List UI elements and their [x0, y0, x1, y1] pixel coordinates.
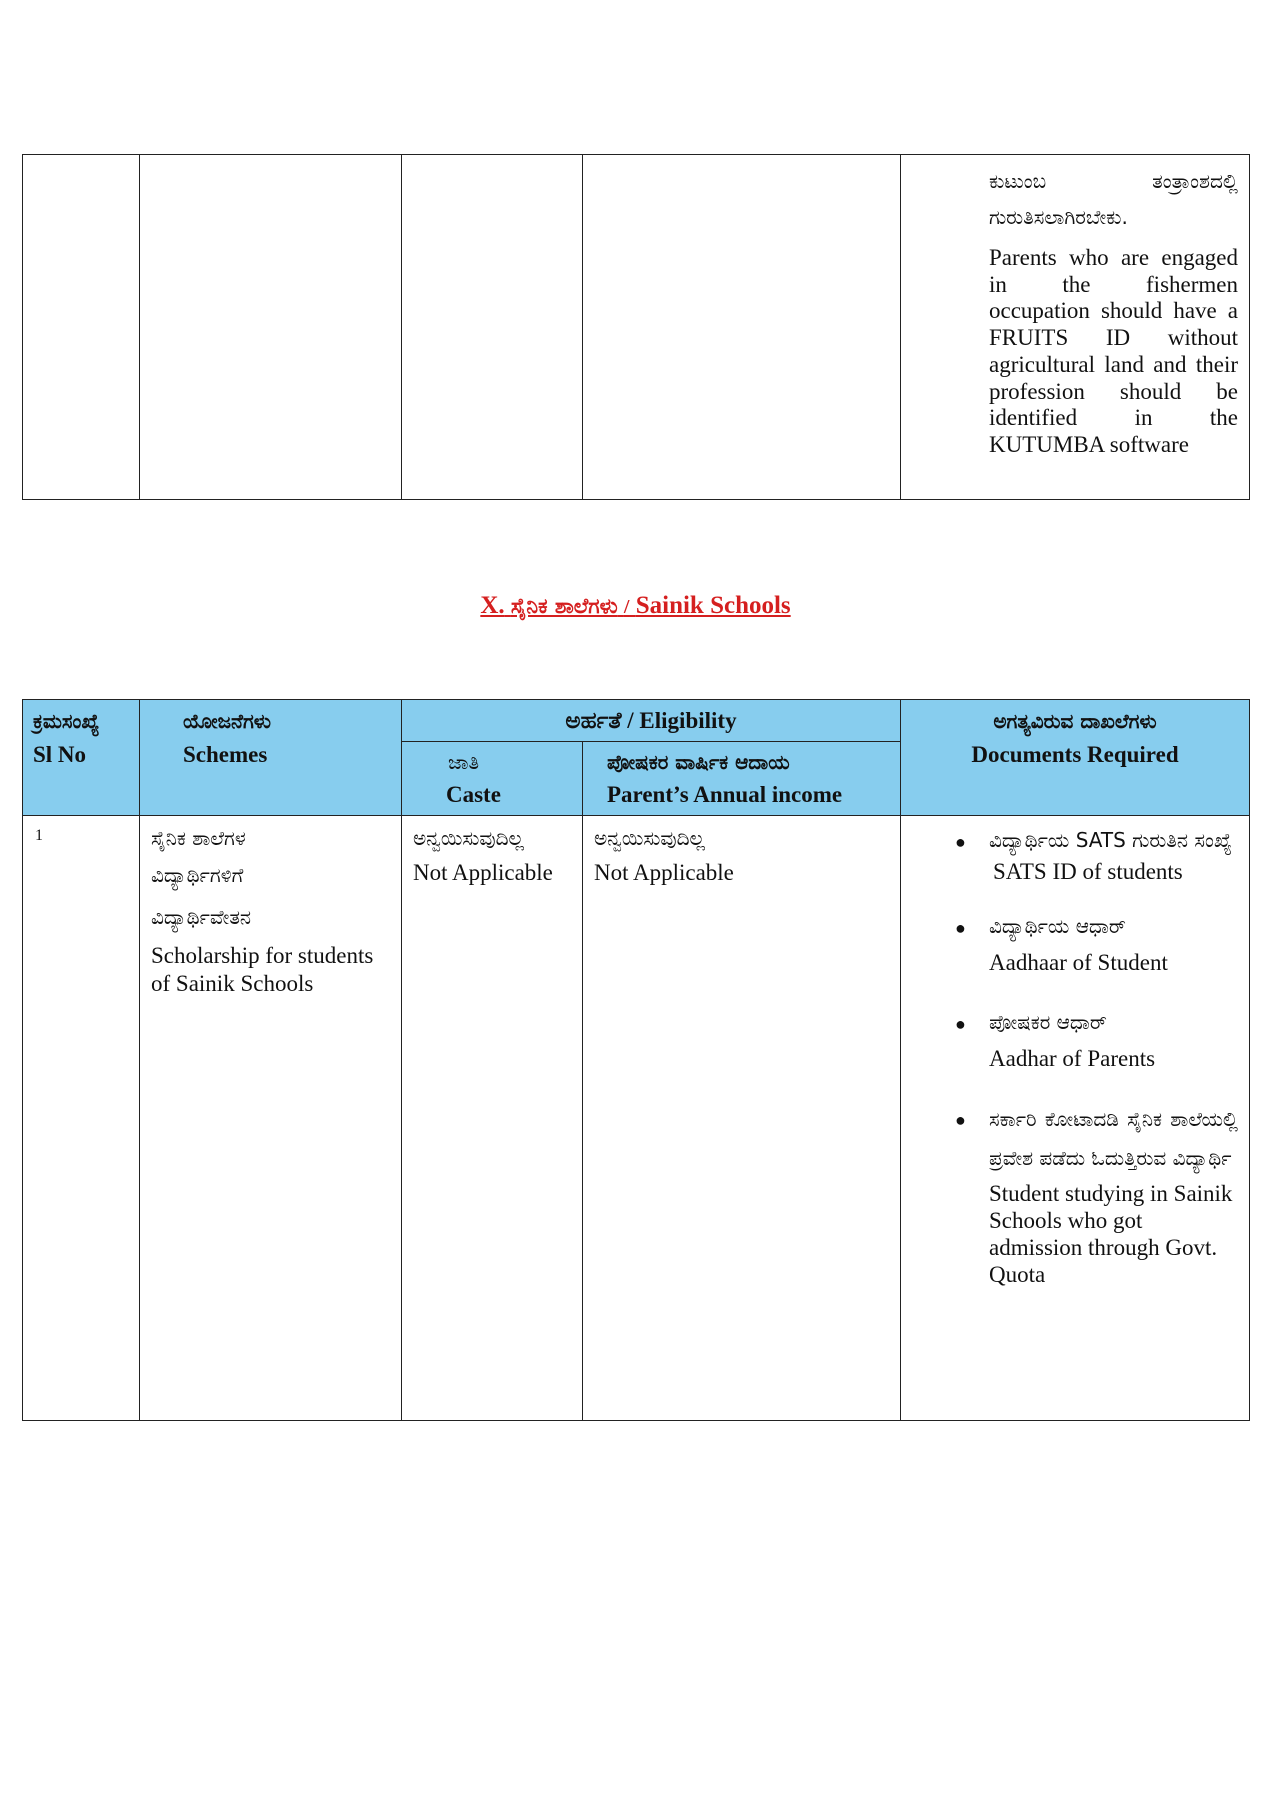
document-english: Aadhar of Parents — [989, 1046, 1156, 1071]
caste-english: Not Applicable — [413, 860, 553, 885]
list-item — [955, 822, 1238, 886]
header-documents-english: Documents Required — [971, 742, 1179, 767]
header-caste — [402, 742, 583, 816]
income-english: Not Applicable — [594, 860, 734, 885]
doc-english-text: Parents who are engaged in the fishermen occupation should have a FRUITS ID without agricultural land and their profession should be identified in the KUTUMBA software — [989, 245, 1238, 457]
bullet-icon: ● — [955, 832, 966, 852]
document-english: Student studying in Sainik Schools who got admission through Govt. Quota — [989, 1181, 1233, 1287]
header-schemes-kannada: ಯೋಜನೆಗಳು — [183, 709, 271, 733]
header-caste-kannada: ಜಾತಿ — [448, 750, 480, 774]
caste-kannada: ಅನ್ವಯಿಸುವುದಿಲ್ಲ — [413, 826, 524, 850]
header-slno — [23, 700, 140, 816]
header-row — [23, 700, 1250, 742]
slno-value: 1 — [35, 827, 43, 844]
section-separator: / — [623, 596, 630, 618]
doc-kannada-text: ಕುಟುಂಬ ತಂತ್ರಾಂಶದಲ್ಲಿ ಗುರುತಿಸಲಾಗಿರಬೇಕು. — [989, 169, 1238, 229]
document-kannada: ಪೋಷಕರ ಆಧಾರ್ — [989, 1010, 1107, 1034]
header-documents-kannada: ಅಗತ್ಯವಿರುವ ದಾಖಲೆಗಳು — [993, 709, 1157, 733]
section-title-english: Sainik Schools — [635, 592, 791, 619]
header-income — [583, 742, 901, 816]
row-income — [583, 816, 901, 1421]
row-documents — [901, 816, 1250, 1421]
table-row — [23, 816, 1250, 1421]
bullet-icon: ● — [955, 1014, 966, 1034]
sainik-schools-table — [22, 699, 1250, 1421]
scheme-english: Scholarship for students of Sainik Schools — [151, 943, 374, 996]
header-schemes — [140, 700, 402, 816]
section-heading — [0, 592, 1271, 620]
header-eligibility — [402, 700, 901, 742]
caste-cell — [402, 155, 583, 500]
table-row — [23, 155, 1250, 500]
header-slno-kannada: ಕ್ರಮಸಂಖ್ಯೆ — [33, 709, 100, 733]
document-english: SATS ID of students — [993, 859, 1183, 884]
scheme-kannada-line-1: ಸೈನಿಕ ಶಾಲೆಗಳ — [151, 826, 246, 850]
list-item — [955, 908, 1238, 982]
document-kannada: ವಿದ್ಯಾರ್ಥಿಯ ಆಧಾರ್ — [989, 914, 1126, 938]
row-slno — [23, 816, 140, 1421]
document-english: Aadhaar of Student — [989, 950, 1168, 975]
bullet-icon: ● — [955, 1110, 966, 1130]
continuation-table — [22, 154, 1250, 500]
list-item — [955, 1004, 1238, 1078]
document-kannada: ಸರ್ಕಾರಿ ಕೋಟಾದಡಿ ಸೈನಿಕ ಶಾಲೆಯಲ್ಲಿ ಪ್ರವೇಶ ಪಡೆದು ಓದುತ್ತಿರುವ ವಿದ್ಯಾರ್ಥಿ — [989, 1107, 1238, 1170]
income-cell — [583, 155, 901, 500]
list-item — [955, 1100, 1238, 1288]
income-kannada: ಅನ್ವಯಿಸುವುದಿಲ್ಲ — [594, 826, 705, 850]
header-slno-english: Sl No — [33, 742, 87, 767]
header-eligibility-label: ಅರ್ಹತೆ / Eligibility — [565, 707, 737, 733]
section-prefix: X. — [480, 592, 505, 619]
header-caste-english: Caste — [446, 782, 501, 807]
documents-cell — [901, 155, 1250, 500]
schemes-cell — [140, 155, 402, 500]
header-income-english: Parent’s Annual income — [607, 782, 843, 807]
scheme-kannada-line-3: ವಿದ್ಯಾರ್ಥಿವೇತನ — [151, 905, 252, 929]
bullet-icon: ● — [955, 918, 966, 938]
row-caste — [402, 816, 583, 1421]
document-kannada: ವಿದ್ಯಾರ್ಥಿಯ SATS ಗುರುತಿನ ಸಂಖ್ಯೆ — [989, 828, 1232, 852]
slno-cell — [23, 155, 140, 500]
row-scheme — [140, 816, 402, 1421]
header-schemes-english: Schemes — [183, 742, 268, 767]
header-documents — [901, 700, 1250, 816]
documents-list — [901, 822, 1238, 1288]
section-title-kannada: ಸೈನಿಕ ಶಾಲೆಗಳು — [510, 594, 618, 618]
header-income-kannada: ಪೋಷಕರ ವಾರ್ಷಿಕ ಆದಾಯ — [607, 750, 790, 774]
scheme-kannada-line-2: ವಿದ್ಯಾರ್ಥಿಗಳಿಗೆ — [151, 863, 244, 887]
